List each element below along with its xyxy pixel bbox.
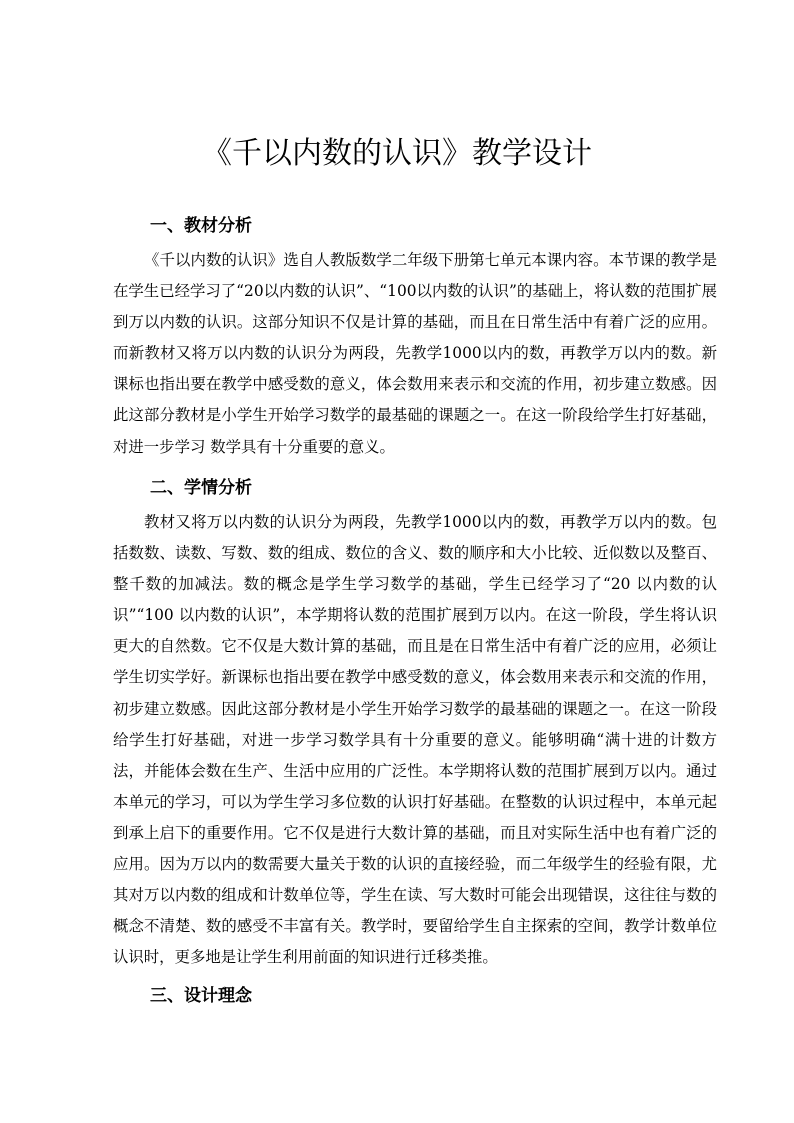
section-heading-student-analysis: 二、学情分析 (150, 478, 252, 498)
section-paragraph-textbook-analysis: 《千以内数的认识》选自人教版数学二年级下册第七单元本课内容。本节课的教学是在学生已经学习了“20以内数的认识”、“100以内数的认识”的基础上，将认数的范围扩展到万以内数的认识。这部分知识不仅是计算的基础，而且在日常生活中有着广泛的应用。而新教材又将万以内数的认识分为两段，先教学1000以内的数，再教学万以内的数。新课标也指出要在教学中感受数的意义，体会数用来表示和交流的作用，初步建立数感。因此这部分教材是小学生开始学习数学的最基础的课题之一。在这一阶段给学生打好基础，对进一步学习 数学具有十分重要的意义。 (113, 251, 717, 456)
section-heading-design-concept: 三、设计理念 (150, 986, 252, 1006)
document-title: 《千以内数的认识》教学设计 (202, 136, 592, 171)
section-paragraph-student-analysis: 教材又将万以内数的认识分为两段，先教学1000以内的数，再教学万以内的数。包括数数、读数、写数、数的组成、数位的含义、数的顺序和大小比较、近似数以及整百、整千数的加减法。数的概念是学生学习数学的基础，学生已经学习了“20 以内数的认识”“100 以内数的认识”，本学期将认数的范围扩展到万以内。在这一阶段，学生将认识更大的自然数。它不仅是大数计算的基础，而且是在日常生活中有着广泛的应用，必须让学生切实学好。新课标也指出要在教学中感受数的意义，体会数用来表示和交流的作用，初步建立数感。因此这部分教材是小学生开始学习数学的最基础的课题之一。在这一阶段给学生打好基础，对进一步学习数学具有十分重要的意义。能够明确“满十进的计数方法，并能体会数在生产、生活中应用的广泛性。本学期将认数的范围扩展到万以内。通过本单元的学习，可以为学生学习多位数的认识打好基础。在整数的认识过程中，本单元起到承上启下的重要作用。它不仅是进行大数计算的基础，而且对实际生活中也有着广泛的应用。因为万以内的数需要大量关于数的认识的直接经验，而二年级学生的经验有限，尤其对万以内数的组成和计数单位等，学生在读、写大数时可能会出现错误，这往往与数的概念不清楚、数的感受不丰富有关。教学时，要留给学生自主探索的空间，教学计数单位认识时，更多地是让学生利用前面的知识进行迁移类推。 (113, 513, 717, 967)
section-heading-textbook-analysis: 一、教材分析 (150, 216, 252, 236)
